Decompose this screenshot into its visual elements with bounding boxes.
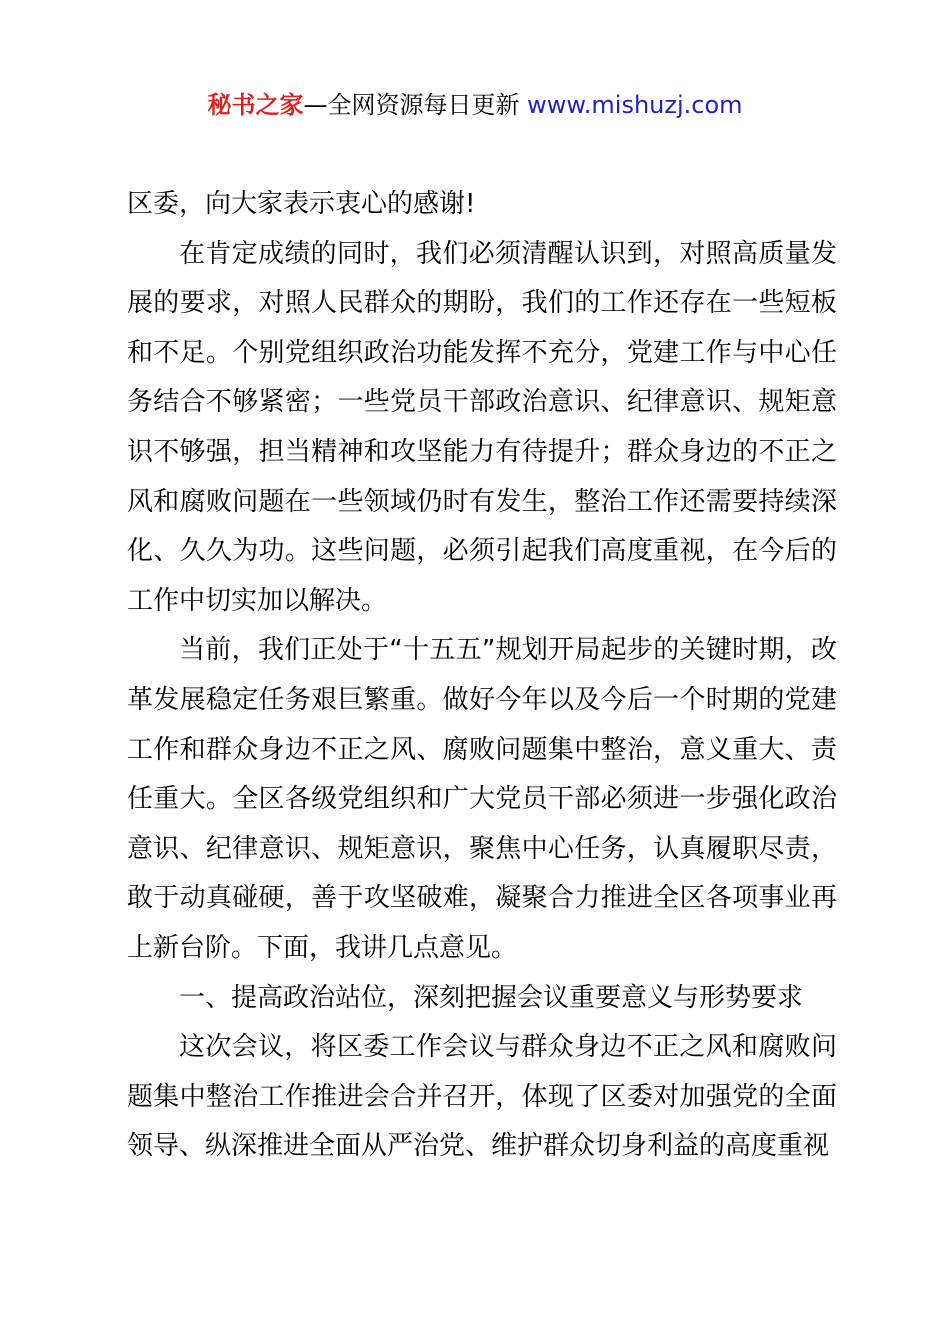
site-slogan: —全网资源每日更新 (303, 91, 520, 119)
site-url-link[interactable]: www.mishuzj.com (527, 91, 743, 119)
paragraph-current-situation: 当前，我们正处于“十五五”规划开局起步的关键时期，改革发展稳定任务艰巨繁重。做好今年以及今后一个时期的党建工作和群众身边不正之风、腐败问题集中整治，意义重大、责任重大。全区各级党组织和广大党员干部必须进一步强化政治意识、纪律意识、规矩意识，聚焦中心任务，认真履职尽责，敢于动真碰硬，善于攻坚破难，凝聚合力推进全区各项事业再上新台阶。下面，我讲几点意见。 (127, 635, 837, 963)
page-header (0, 88, 950, 122)
paragraph-continuation: 区委，向大家表示衷心的感谢! (127, 189, 476, 219)
section-heading-1: 一、提高政治站位，深刻把握会议重要意义与形势要求 (179, 982, 804, 1013)
paragraph-shortcomings: 在肯定成绩的同时，我们必须清醒认识到，对照高质量发展的要求，对照人民群众的期盼，我们的工作还存在一些短板和不足。个别党组织政治功能发挥不充分，党建工作与中心任务结合不够紧密；一些党员干部政治意识、纪律意识、规矩意识不够强，担当精神和攻坚能力有待提升；群众身边的不正之风和腐败问题在一些领域仍时有发生，整治工作还需要持续深化、久久为功。这些问题，必须引起我们高度重视，在今后的工作中切实加以解决。 (127, 238, 837, 616)
paragraph-meeting-significance: 这次会议，将区委工作会议与群众身边不正之风和腐败问题集中整治工作推进会合并召开，体现了区委对加强党的全面领导、纵深推进全面从严治党、维护群众切身利益的高度重视 (127, 1032, 837, 1162)
document-body (127, 180, 837, 1172)
site-brand: 秘书之家 (207, 91, 304, 119)
